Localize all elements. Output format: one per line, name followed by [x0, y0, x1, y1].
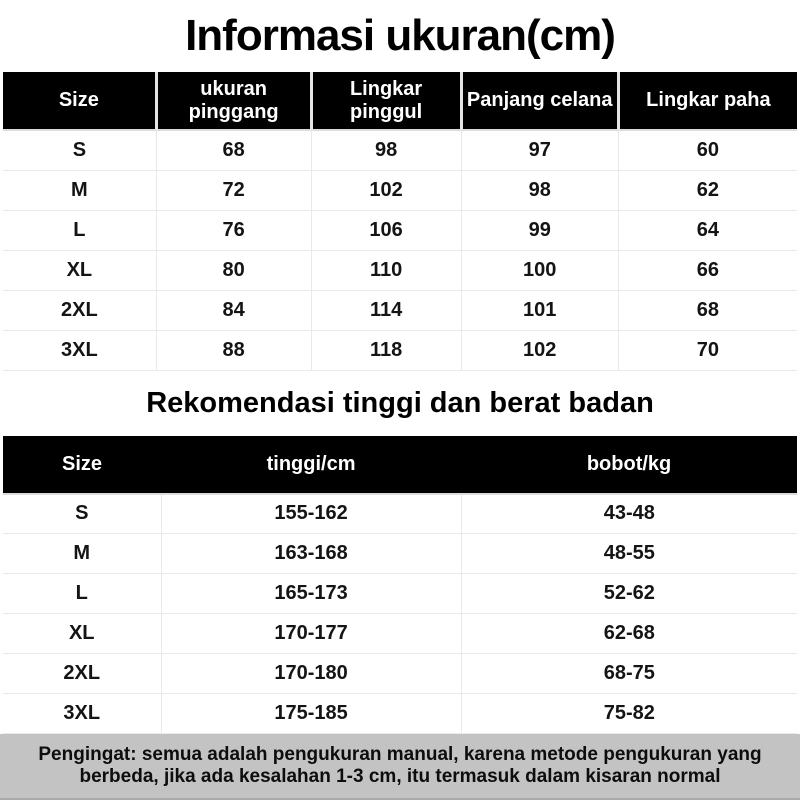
value-cell: 84: [156, 290, 311, 330]
value-cell: 64: [618, 210, 797, 250]
page-title: Informasi ukuran(cm): [185, 11, 615, 60]
column-header: bobot/kg: [461, 436, 797, 494]
value-cell: 68: [156, 130, 311, 170]
column-header: Panjang celana: [461, 72, 618, 130]
column-header: Lingkar pinggul: [311, 72, 461, 130]
value-cell: 68-75: [461, 654, 797, 694]
value-cell: 114: [311, 290, 461, 330]
size-label-cell: 2XL: [3, 290, 156, 330]
value-cell: 101: [461, 290, 618, 330]
table-row: [3, 210, 797, 250]
table-row: [3, 494, 797, 534]
size-label-cell: S: [3, 130, 156, 170]
value-cell: 98: [311, 130, 461, 170]
height-weight-recommendation-table: [3, 436, 797, 735]
value-cell: 80: [156, 250, 311, 290]
table-row: [3, 250, 797, 290]
value-cell: 99: [461, 210, 618, 250]
value-cell: 155-162: [161, 494, 461, 534]
column-header: ukuran pinggang: [156, 72, 311, 130]
size-label-cell: 3XL: [3, 694, 161, 734]
value-cell: 102: [461, 330, 618, 370]
value-cell: 110: [311, 250, 461, 290]
column-header: Size: [3, 72, 156, 130]
table-row: [3, 694, 797, 734]
value-cell: 72: [156, 170, 311, 210]
value-cell: 60: [618, 130, 797, 170]
size-label-cell: S: [3, 494, 161, 534]
size-label-cell: L: [3, 574, 161, 614]
value-cell: 70: [618, 330, 797, 370]
value-cell: 68: [618, 290, 797, 330]
measurement-disclaimer-text: Pengingat: semua adalah pengukuran manual, karena metode pengukuran yang berbeda, jika ada kesalahan 1-3 cm, itu termasuk dalam kisaran normal: [38, 744, 762, 787]
value-cell: 118: [311, 330, 461, 370]
value-cell: 102: [311, 170, 461, 210]
size-label-cell: M: [3, 534, 161, 574]
table-row: [3, 330, 797, 370]
size-label-cell: M: [3, 170, 156, 210]
value-cell: 98: [461, 170, 618, 210]
value-cell: 97: [461, 130, 618, 170]
size-label-cell: XL: [3, 614, 161, 654]
value-cell: 43-48: [461, 494, 797, 534]
table-row: [3, 654, 797, 694]
value-cell: 75-82: [461, 694, 797, 734]
table-row: [3, 614, 797, 654]
value-cell: 52-62: [461, 574, 797, 614]
value-cell: 48-55: [461, 534, 797, 574]
table-row: [3, 170, 797, 210]
column-header: Size: [3, 436, 161, 494]
column-header: tinggi/cm: [161, 436, 461, 494]
value-cell: 165-173: [161, 574, 461, 614]
column-header: Lingkar paha: [618, 72, 797, 130]
table-row: [3, 290, 797, 330]
value-cell: 106: [311, 210, 461, 250]
table-row: [3, 130, 797, 170]
value-cell: 88: [156, 330, 311, 370]
table-row: [3, 574, 797, 614]
table-row: [3, 534, 797, 574]
footer-note-bar: [0, 734, 800, 800]
value-cell: 170-180: [161, 654, 461, 694]
header-row: [3, 72, 797, 130]
size-label-cell: 3XL: [3, 330, 156, 370]
size-label-cell: 2XL: [3, 654, 161, 694]
size-label-cell: L: [3, 210, 156, 250]
value-cell: 62: [618, 170, 797, 210]
value-cell: 76: [156, 210, 311, 250]
recommendation-section-title: Rekomendasi tinggi dan berat badan: [146, 386, 654, 419]
value-cell: 62-68: [461, 614, 797, 654]
value-cell: 175-185: [161, 694, 461, 734]
size-label-cell: XL: [3, 250, 156, 290]
value-cell: 170-177: [161, 614, 461, 654]
size-measurement-table: [3, 72, 797, 371]
value-cell: 66: [618, 250, 797, 290]
value-cell: 163-168: [161, 534, 461, 574]
value-cell: 100: [461, 250, 618, 290]
header-row: [3, 436, 797, 494]
